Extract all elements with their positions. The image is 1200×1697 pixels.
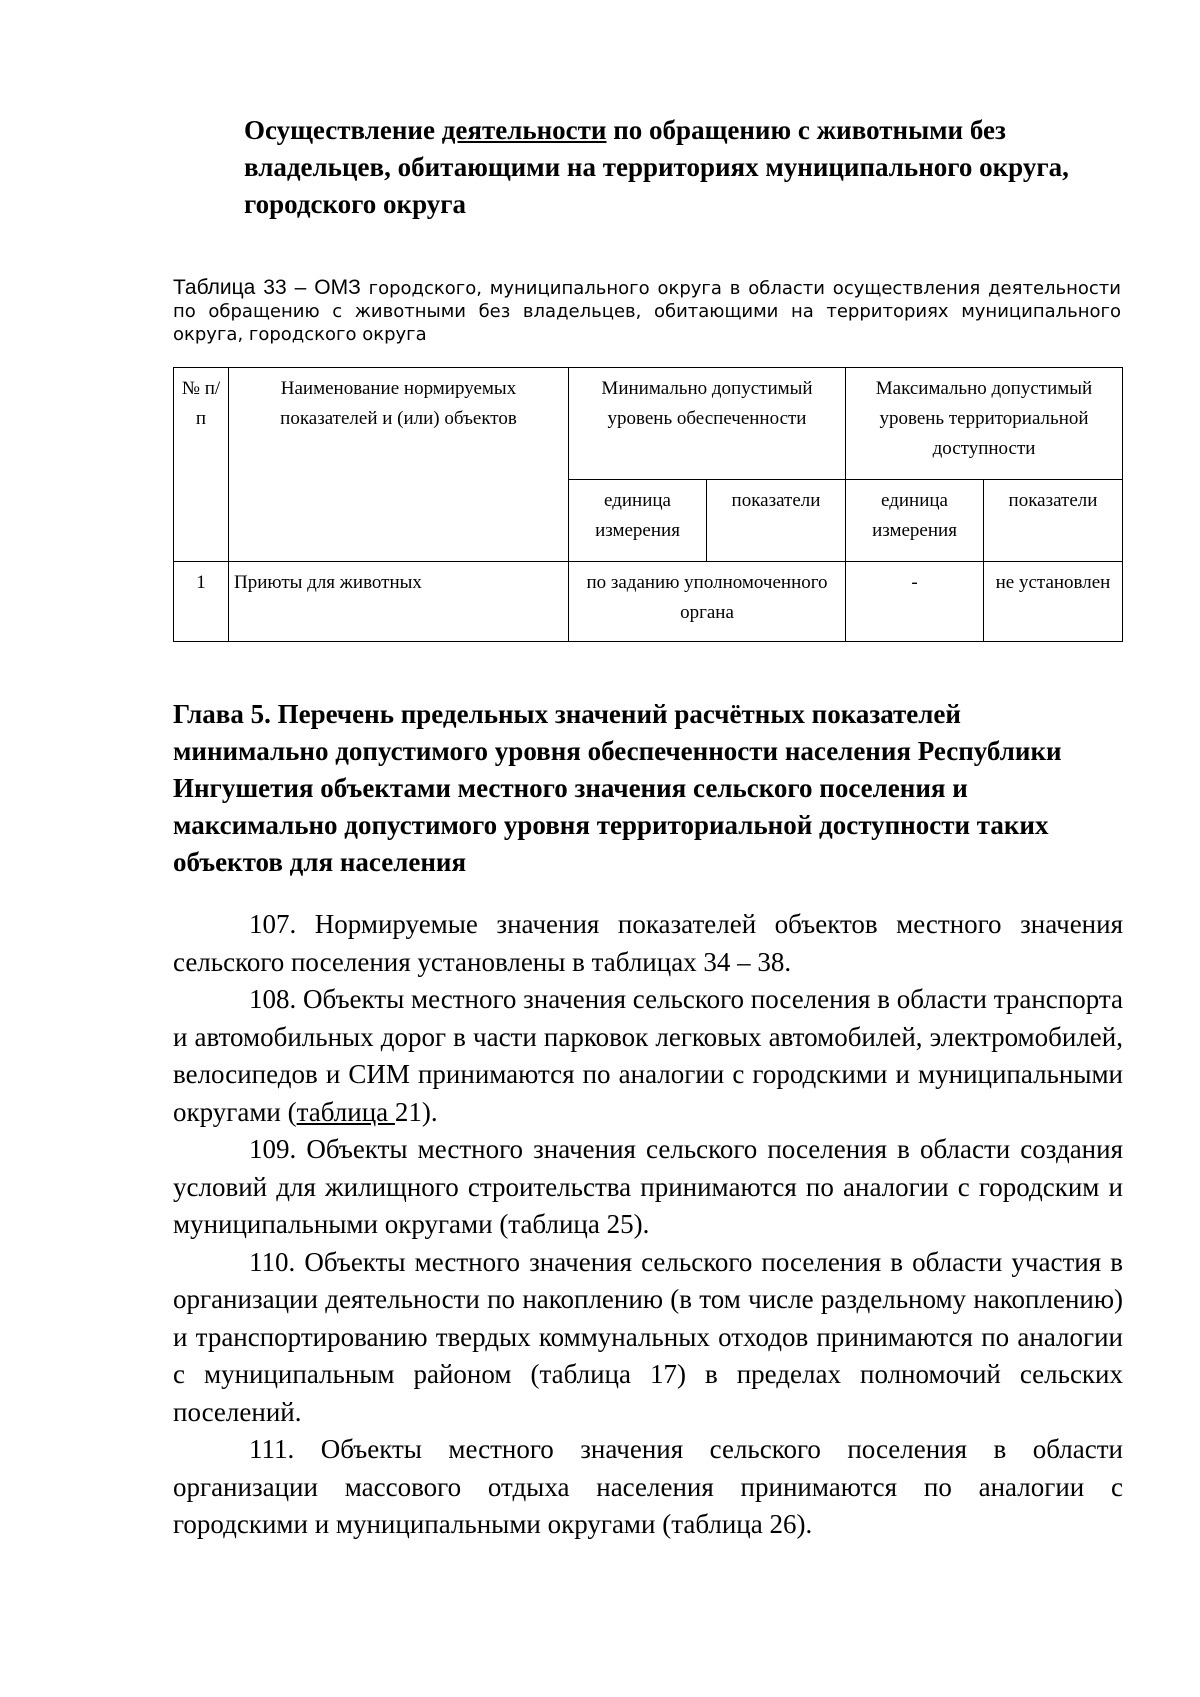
paragraph-108-end: 21). xyxy=(394,1096,438,1127)
row-max-unit: - xyxy=(846,562,984,642)
header-value-min: показатели xyxy=(707,480,846,562)
paragraph-111: 111. Объекты местного значения сельского поселения в области организации массового отдыха населения принимаются по аналогии с городскими и муниципальными округами (таблица 26). xyxy=(173,1434,1123,1539)
row-name: Приюты для животных xyxy=(229,562,569,642)
row-num: 1 xyxy=(174,562,229,642)
section-title-part1: Осуществление xyxy=(244,115,442,145)
header-max-level: Максимально допустимый уровень территориальной доступности xyxy=(846,368,1123,480)
norms-table xyxy=(173,367,1123,642)
row-max-value: не установлен xyxy=(984,562,1123,642)
paragraph-107: 107. Нормируемые значения показателей объектов местного значения сельского поселения установлены в таблицах 34 – 38. xyxy=(173,909,1123,977)
chapter-title: Глава 5. Перечень предельных значений расчётных показателей минимально допустимого уровня обеспеченности населения Республики Ингушетия объектами местного значения сельского поселения и максимально допустимого уровня территориальной доступности таких объектов для населения xyxy=(173,699,1062,877)
table-header-row xyxy=(174,368,1123,480)
header-unit-max: единица измерения xyxy=(846,480,984,562)
header-name: Наименование нормируемых показателей и (или) объектов xyxy=(229,368,569,562)
header-unit-min: единица измерения xyxy=(569,480,707,562)
row-min-level: по заданию уполномоченного органа xyxy=(569,562,846,642)
header-min-level: Минимально допустимый уровень обеспеченности xyxy=(569,368,846,480)
section-title-part2: по обращению с животными без владельцев, обитающими на территориях муниципального округа, городского округа xyxy=(244,115,1069,219)
paragraph-109: 109. Объекты местного значения сельского поселения в области создания условий для жилищного строительства принимаются по аналогии с городским и муниципальными округами (таблица 25). xyxy=(173,1134,1123,1239)
table-caption-text: городского, муниципального округа в области осуществления деятельности по обращению с животными без владельцев, обитающими на территориях муниципального округа, городского округа xyxy=(173,278,1121,345)
paragraph-108 xyxy=(173,981,1123,1131)
table-row xyxy=(174,562,1123,642)
body-text xyxy=(173,906,1123,1544)
paragraph-108-text: 108. Объекты местного значения сельского поселения в области транспорта и автомобильных дорог в части парковок легковых автомобилей, электромобилей, велосипедов и СИМ принимаются по аналогии с городскими и муниципальными округами ( xyxy=(173,984,1123,1127)
header-num: № п/п xyxy=(174,368,229,562)
section-title xyxy=(244,112,1124,223)
header-value-max: показатели xyxy=(984,480,1123,562)
paragraph-110: 110. Объекты местного значения сельского поселения в области участия в организации деятельности по накоплению (в том числе раздельному накоплению) и транспортированию твердых коммунальных отходов принимаются по аналогии с муниципальным районом (таблица 17) в пределах полномочий сельских поселений. xyxy=(173,1246,1123,1427)
section-title-underlined: деятельности xyxy=(441,115,607,145)
table-caption-lead: Таблица 33 – ОМЗ xyxy=(173,276,361,299)
table-caption xyxy=(173,276,1121,346)
table-21-link[interactable]: таблица xyxy=(296,1096,395,1127)
